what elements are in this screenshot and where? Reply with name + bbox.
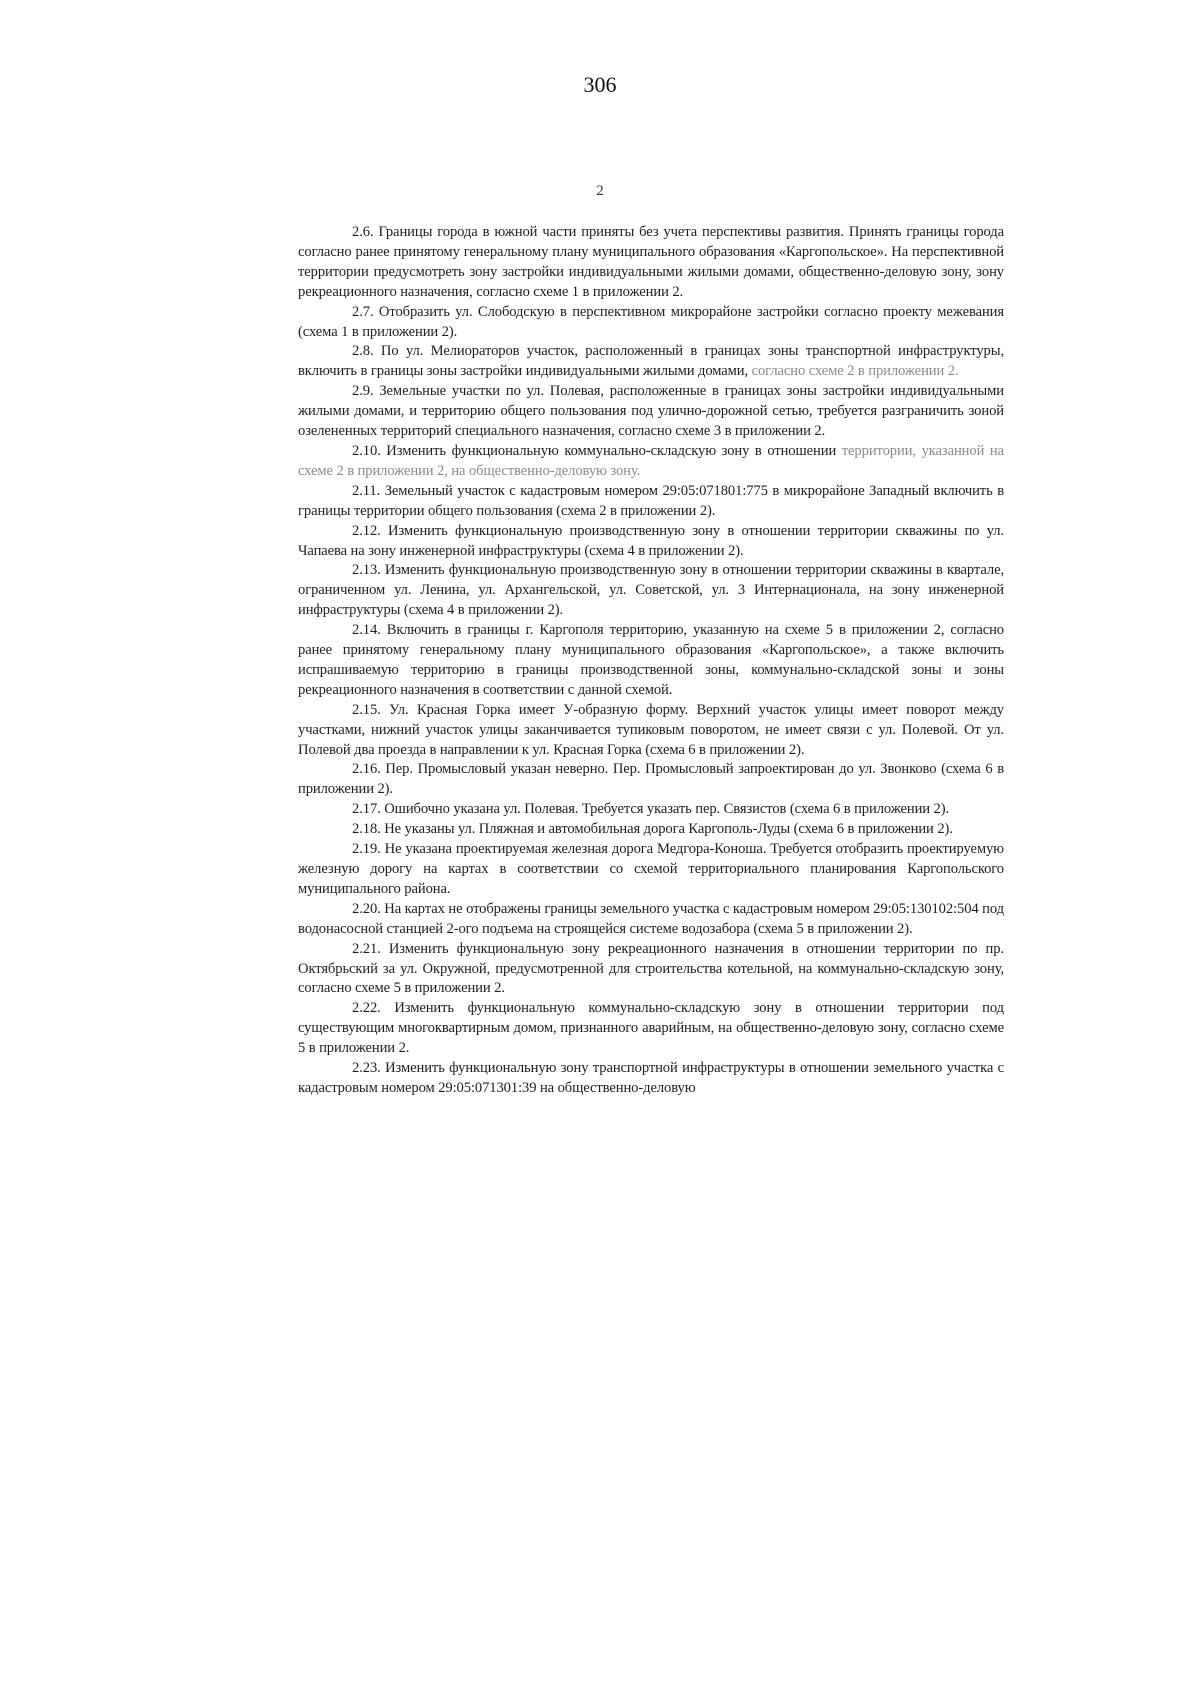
page-number-top: 306 xyxy=(583,72,617,97)
paragraph-2-7: 2.7. Отобразить ул. Слободскую в перспективном микрорайоне застройки согласно проекту межевания (схема 1 в приложении 2). xyxy=(298,303,1004,340)
paragraph-2-8: 2.8. По ул. Мелиораторов участок, расположенный в границах зоны транспортной инфраструктуры, включить в границы зоны застройки индивидуальными жилыми домами, согласно схеме 2 в приложении 2. xyxy=(298,343,1004,380)
paragraph-2-17: 2.17. Ошибочно указана ул. Полевая. Требуется указать пер. Связистов (схема 6 в приложении 2). xyxy=(352,801,950,818)
paragraph-2-23: 2.23. Изменить функциональную зону транспортной инфраструктуры в отношении земельного участка с кадастровым номером 29:05:071301:39 на общественно-деловую xyxy=(298,1060,1004,1096)
paragraph-2-11: 2.11. Земельный участок с кадастровым номером 29:05:071801:775 в микрорайоне Западный включить в границы территории общего пользования (схема 2 в приложении 2). xyxy=(298,482,1004,519)
paragraph-2-6: 2.6. Границы города в южной части приняты без учета перспективы развития. Принять границы города согласно ранее принятому генеральному плану муниципального образования «Каргопольское». На перспективной территории предусмотреть зону застройки индивидуальными жилыми домами, общественно-деловую зону, зону рекреационного назначения, согласно схеме 1 в приложении 2. xyxy=(298,224,1004,300)
paragraph-2-13: 2.13. Изменить функциональную производственную зону в отношении территории скважины в квартале, ограниченном ул. Ленина, ул. Архангельской, ул. Советской, ул. 3 Интернационала, на зону инженерной инфраструктуры (схема 4 в приложении 2). xyxy=(298,562,1004,619)
paragraph-2-16: 2.16. Пер. Промысловый указан неверно. Пер. Промысловый запроектирован до ул. Звонково (схема 6 в приложении 2). xyxy=(298,761,1004,798)
paragraph-2-14: 2.14. Включить в границы г. Каргополя территорию, указанную на схеме 5 в приложении 2, согласно ранее принятому генеральному плану муниципального образования «Каргопольское», а также включить испрашиваемую территорию в границы производственной зоны, коммунально-складской зоны и зоны рекреационного назначения в соответствии с данной схемой. xyxy=(298,622,1004,698)
paragraph-2-21: 2.21. Изменить функциональную зону рекреационного назначения в отношении территории по пр. Октябрьский за ул. Окружной, предусмотренной для строительства котельной, на коммунально-складскую зону, согласно схеме 5 в приложении 2. xyxy=(298,940,1004,997)
paragraph-2-9: 2.9. Земельные участки по ул. Полевая, расположенные в границах зоны застройки индивидуальными жилыми домами, и территорию общего пользования под улично-дорожной сетью, требуется разграничить зоной озелененных территорий специального назначения, согласно схеме 3 в приложении 2. xyxy=(298,383,1004,440)
paragraph-2-20: 2.20. На картах не отображены границы земельного участка с кадастровым номером 29:05:130102:504 под водонасосной станцией 2-ого подъема на строящейся системе водозабора (схема 5 в приложении 2). xyxy=(298,900,1004,937)
paragraph-2-10: 2.10. Изменить функциональную коммунально-складскую зону в отношении территории, указанной на схеме 2 в приложении 2, на общественно-деловую зону. xyxy=(298,442,1004,479)
paragraph-2-12: 2.12. Изменить функциональную производственную зону в отношении территории скважины по ул. Чапаева на зону инженерной инфраструктуры (схема 4 в приложении 2). xyxy=(298,522,1004,559)
paragraph-2-18: 2.18. Не указаны ул. Пляжная и автомобильная дорога Каргополь-Луды (схема 6 в приложении 2). xyxy=(352,821,953,838)
document-body xyxy=(298,223,1004,1099)
paragraph-2-19: 2.19. Не указана проектируемая железная дорога Медгора-Коноша. Требуется отобразить проектируемую железную дорогу на картах в соответствии со схемой территориального планирования Каргопольского муниципального района. xyxy=(298,841,1004,897)
page-number-inner: 2 xyxy=(596,183,604,199)
paragraph-2-22: 2.22. Изменить функциональную коммунально-складскую зону в отношении территории под существующим многоквартирным домом, признанного аварийным, на общественно-деловую зону, согласно схеме 5 в приложении 2. xyxy=(298,1000,1004,1057)
paragraph-2-15: 2.15. Ул. Красная Горка имеет У-образную форму. Верхний участок улицы имеет поворот между участками, нижний участок улицы заканчивается тупиковым поворотом, не имеет связи с ул. Полевой. От ул. Полевой два проезда в направлении к ул. Красная Горка (схема 6 в приложении 2). xyxy=(298,701,1004,758)
